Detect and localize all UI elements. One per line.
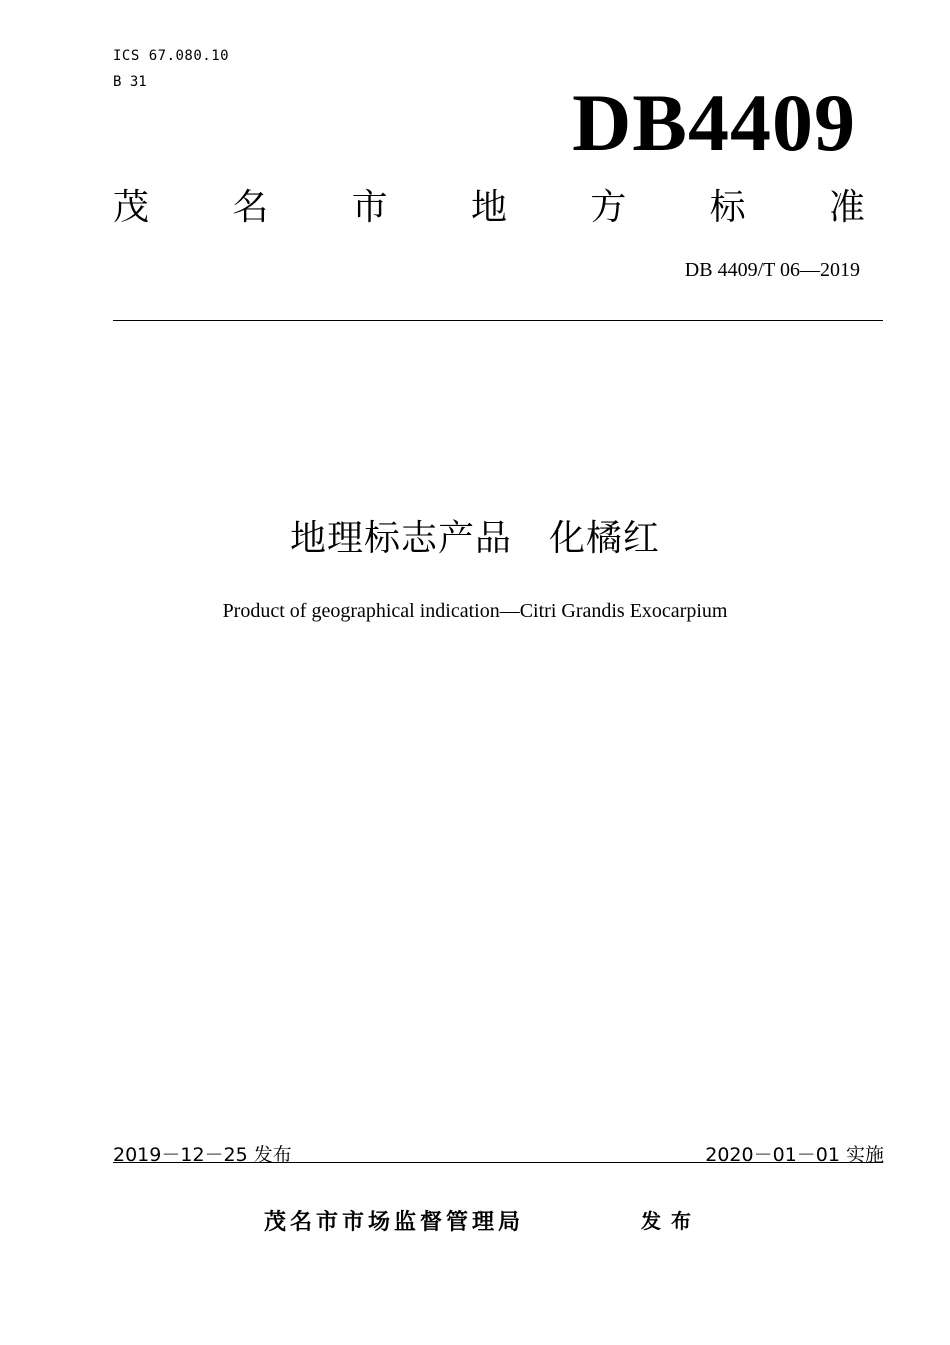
ics-code: ICS 67.080.10: [113, 48, 230, 64]
standard-type-char: 地: [470, 187, 507, 228]
standard-number: DB 4409/T 06—2019: [684, 259, 860, 281]
implementation-date: 2020－01－01 实施: [705, 1144, 884, 1166]
standard-type-char: 市: [351, 187, 388, 228]
issue-date: 2019－12－25 发布: [113, 1144, 292, 1166]
standard-type: [113, 186, 865, 230]
title-chinese: 地理标志产品 化橘红: [289, 518, 660, 559]
ccs-code: B 31: [113, 74, 147, 90]
standard-type-char: 准: [828, 187, 865, 228]
db-code-heading: DB4409: [572, 77, 856, 168]
issuer-name: 茂名市市场监督管理局: [264, 1210, 525, 1235]
standard-type-char: 标: [709, 187, 746, 228]
standard-type-char: 名: [232, 187, 269, 228]
bottom-divider: [113, 1162, 883, 1163]
standard-type-char: 茂: [113, 187, 150, 228]
title-english: Product of geographical indication—Citri Grandis Exocarpium: [222, 600, 728, 622]
standard-type-char: 方: [590, 187, 627, 228]
issue-word: 发布: [641, 1209, 701, 1233]
top-divider: [113, 320, 883, 321]
